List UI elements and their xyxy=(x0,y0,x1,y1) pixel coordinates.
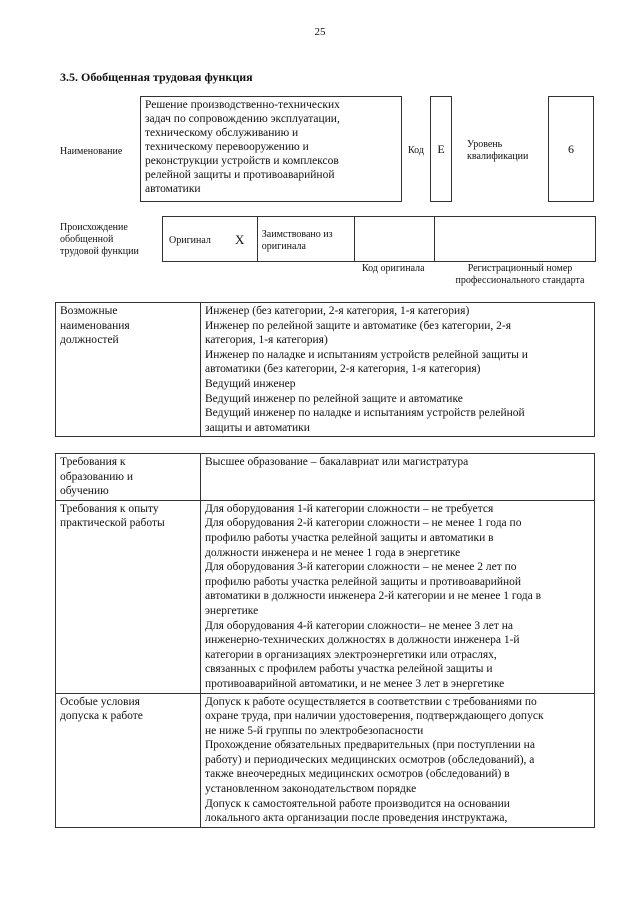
code-original-caption: Код оригинала xyxy=(362,263,425,274)
borrowed-line: Заимствовано из xyxy=(261,229,333,240)
value-line: Для оборудования 3-й категории сложности – не менее 2 лет по xyxy=(205,561,517,574)
value-line: автоматики в должности инженера 2-й категории и не менее 1 года в xyxy=(205,590,542,603)
positions-list-cell xyxy=(201,303,595,437)
code-original-cell xyxy=(354,216,436,262)
level-label xyxy=(467,139,528,163)
name-line: техническому перевооружению и xyxy=(145,141,309,153)
origin-label-line: трудовой функции xyxy=(60,246,139,257)
label-line: образованию и xyxy=(60,470,133,483)
name-line: автоматики xyxy=(145,183,201,195)
label-line: Требования к xyxy=(60,456,126,468)
positions-table xyxy=(55,302,595,437)
table-row xyxy=(56,303,595,437)
value-line: Для оборудования 1-й категории сложности – не требуется xyxy=(205,502,494,515)
section-title: 3.5. Обобщенная трудовая функция xyxy=(60,70,253,84)
value-line: противоаварийной автоматики, и не менее 3 лет в энергетике xyxy=(205,677,505,690)
value-line: Допуск к самостоятельной работе производится на основании xyxy=(205,797,510,810)
original-mark: X xyxy=(235,232,245,247)
value-line: профилю работы участка релейной защиты и противоаварийной xyxy=(205,575,522,588)
reg-number-cell xyxy=(434,216,596,262)
education-value-cell xyxy=(201,454,595,501)
value-line: Прохождение обязательных предварительных (при поступлении на xyxy=(205,739,535,752)
label-line: обучению xyxy=(60,485,109,498)
position-line: Ведущий инженер по наладке и испытаниям устройств релейной xyxy=(205,407,525,420)
name-label: Наименование xyxy=(60,146,123,157)
requirements-table xyxy=(55,453,595,828)
value-line: Высшее образование – бакалавриат или магистратура xyxy=(205,456,469,468)
code-value-box xyxy=(430,96,452,202)
label-line: наименования xyxy=(60,319,130,332)
origin-label-line: Происхождение xyxy=(60,222,128,233)
value-line: Допуск к работе осуществляется в соответствии с требованиями по xyxy=(205,695,537,708)
value-line: установленном законодательством порядке xyxy=(205,783,417,796)
value-line: Для оборудования 4-й категории сложности– не менее 3 лет на xyxy=(205,619,513,632)
experience-label-cell xyxy=(56,500,201,693)
code-label: Код xyxy=(408,145,424,156)
education-label-cell xyxy=(56,454,201,501)
origin-row xyxy=(162,216,596,262)
reg-number-caption xyxy=(440,263,600,287)
value-line: инженерно-технических должностях в должности инженера 1-й xyxy=(205,634,520,647)
label-line: практической работы xyxy=(60,517,165,530)
label-line: должностей xyxy=(60,334,119,347)
name-line: задач по сопровождению эксплуатации, xyxy=(145,113,340,125)
admission-value-cell xyxy=(201,693,595,827)
label-line: допуска к работе xyxy=(60,710,143,723)
level-value-box xyxy=(548,96,594,202)
position-line: Инженер по релейной защите и автоматике (без категории, 2-я xyxy=(205,319,512,332)
level-label-line: Уровень xyxy=(467,139,503,150)
position-line: Инженер (без категории, 2-я категория, 1-я категория) xyxy=(205,305,470,317)
value-line: связанных с профилем работы участка релейной защиты и xyxy=(205,663,493,676)
reg-caption-line: профессионального стандарта xyxy=(455,275,585,286)
position-line: категория, 1-я категория) xyxy=(205,334,328,347)
original-cell xyxy=(162,216,258,262)
value-line: не ниже 5-й группы по электробезопасности xyxy=(205,724,424,737)
position-line: Инженер по наладке и испытаниям устройств релейной защиты и xyxy=(205,348,528,361)
table-row xyxy=(56,454,595,501)
label-line: Особые условия xyxy=(60,695,140,708)
label-line: Возможные xyxy=(60,305,118,317)
table-row xyxy=(56,500,595,693)
value-line: также внеочередных медицинских осмотров (обследований) в xyxy=(205,768,510,781)
value-line: локального акта организации после проведения инструктажа, xyxy=(205,812,508,825)
level-label-line: квалификации xyxy=(467,151,529,162)
name-line: Решение производственно-технических xyxy=(145,99,340,111)
origin-label xyxy=(60,222,139,258)
table-row xyxy=(56,693,595,827)
value-line: профилю работы участка релейной защиты и автоматики в xyxy=(205,531,494,544)
name-line: релейной защиты и противоаварийной xyxy=(145,169,335,181)
name-line: техническому обслуживанию и xyxy=(145,127,299,139)
value-line: энергетике xyxy=(205,604,259,617)
name-line: реконструкции устройств и комплексов xyxy=(145,155,339,167)
code-value: E xyxy=(437,141,445,156)
borrowed-cell xyxy=(257,216,355,262)
value-line: охране труда, при наличии удостоверения, подтверждающего допуск xyxy=(205,710,544,723)
value-line: Для оборудования 2-й категории сложности – не менее 1 года по xyxy=(205,517,522,530)
experience-value-cell xyxy=(201,500,595,693)
page-number: 25 xyxy=(314,26,326,38)
borrowed-line: оригинала xyxy=(261,241,306,252)
origin-label-line: обобщенной xyxy=(60,234,114,245)
admission-label-cell xyxy=(56,693,201,827)
position-line: Ведущий инженер xyxy=(205,377,296,390)
position-line: Ведущий инженер по релейной защите и автоматике xyxy=(205,392,463,405)
label-line: Требования к опыту xyxy=(60,502,159,515)
original-label: Оригинал xyxy=(169,235,211,246)
positions-label-cell xyxy=(56,303,201,437)
reg-caption-line: Регистрационный номер xyxy=(467,263,573,274)
value-line: работу) и периодических медицинских осмотров (обследований), а xyxy=(205,753,535,766)
position-line: автоматики (без категории, 2-я категория, 1-я категория) xyxy=(205,363,481,376)
value-line: должности инженера и не менее 1 года в энергетике xyxy=(205,546,461,559)
function-name-box xyxy=(140,96,402,202)
level-value: 6 xyxy=(568,141,574,156)
value-line: категории в организациях электроэнергетики или отраслях, xyxy=(205,648,497,661)
position-line: защиты и автоматики xyxy=(205,421,310,434)
